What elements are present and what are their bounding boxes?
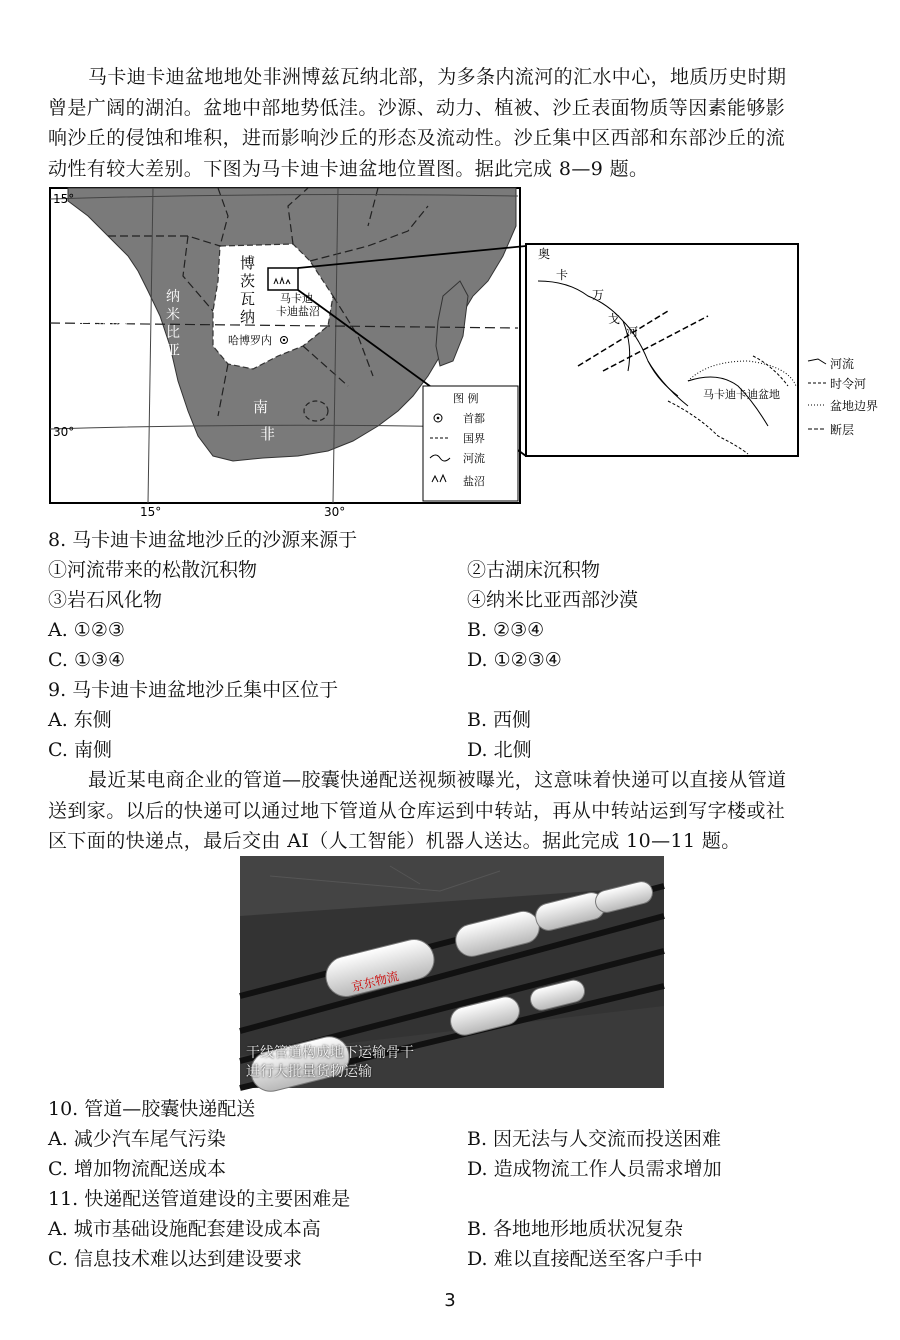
q11-option-b: B. 各地地形地质状况复杂: [467, 1218, 684, 1240]
q8-item: ②古湖床沉积物: [467, 559, 601, 581]
svg-text:卡迪盐沼: 卡迪盐沼: [276, 305, 320, 318]
photo-caption-line-2: 进行大批量货物运输: [246, 1064, 372, 1080]
q10-option-b: B. 因无法与人交流而投送困难: [467, 1128, 722, 1150]
svg-text:南: 南: [253, 398, 269, 416]
intro-paragraph-2: [48, 765, 868, 857]
photo-caption-line-1: 干线管道构成地下运输骨干: [246, 1045, 414, 1061]
svg-text:断层: 断层: [830, 423, 855, 437]
svg-text:河流: 河流: [463, 452, 485, 465]
question-10-stem: 10. 管道—胶囊快递配送: [48, 1098, 256, 1120]
q9-option-b: B. 西侧: [467, 709, 532, 731]
intro2-line: 最近某电商企业的管道—胶囊快递配送视频被曝光，这意味着快递可以直接从管道: [88, 769, 787, 791]
question-11-stem: 11. 快递配送管道建设的主要困难是: [48, 1188, 351, 1210]
svg-text:亚: 亚: [166, 343, 180, 359]
svg-text:非: 非: [260, 425, 276, 443]
svg-text:戈: 戈: [608, 312, 621, 326]
botswana-label: [240, 254, 255, 326]
makgadikgadi-location-map: [48, 186, 898, 519]
lat-label: 30°: [53, 425, 75, 439]
svg-text:米: 米: [166, 307, 180, 323]
intro1-line: 动性有较大差别。下图为马卡迪卡迪盆地位置图。据此完成 8—9 题。: [48, 157, 649, 180]
svg-text:茨: 茨: [240, 272, 256, 290]
capsule-logo-text: 京东物流: [350, 968, 401, 995]
q8-item: ①河流带来的松散沉积物: [48, 559, 258, 581]
svg-text:纳: 纳: [166, 289, 180, 305]
capital-label: 哈博罗内: [228, 334, 272, 347]
svg-text:比: 比: [166, 325, 180, 341]
svg-text:首都: 首都: [463, 412, 485, 425]
q9-option-d: D. 北侧: [467, 739, 532, 761]
inset-basin-label: 马卡迪卡迪盆地: [703, 388, 780, 401]
lon-label: 15°: [140, 505, 162, 519]
q10-option-a: A. 减少汽车尾气污染: [48, 1128, 226, 1150]
svg-text:时令河: 时令河: [830, 377, 867, 391]
lon-label: 30°: [324, 505, 346, 519]
q11-option-c: C. 信息技术难以达到建设要求: [48, 1248, 302, 1270]
inset-legend: [808, 356, 878, 437]
q9-option-c: C. 南侧: [48, 739, 112, 761]
svg-text:纳: 纳: [240, 308, 256, 326]
svg-text:万: 万: [592, 288, 605, 302]
q10-option-d: D. 造成物流工作人员需求增加: [467, 1158, 722, 1180]
question-8-stem: 8. 马卡迪卡迪盆地沙丘的沙源来源于: [48, 529, 358, 551]
svg-text:国界: 国界: [463, 432, 485, 445]
q8-item: ③岩石风化物: [48, 589, 163, 611]
svg-text:盆地边界: 盆地边界: [830, 399, 879, 413]
q10-option-c: C. 增加物流配送成本: [48, 1158, 226, 1180]
lat-label: 15°: [53, 192, 75, 206]
svg-text:博: 博: [240, 254, 256, 272]
q8-option-d: D. ①②③④: [467, 649, 562, 671]
svg-text:河: 河: [626, 325, 639, 339]
q8-option-a: A. ①②③: [48, 619, 125, 641]
intro1-line: 响沙丘的侵蚀和堆积，进而影响沙丘的形态及流动性。沙丘集中区西部和东部沙丘的流: [48, 127, 786, 149]
svg-text:奥: 奥: [538, 247, 551, 261]
intro2-line: 区下面的快递点，最后交由 AI（人工智能）机器人送达。据此完成 10—11 题。: [48, 830, 741, 852]
q8-item: ④纳米比亚西部沙漠: [467, 589, 639, 611]
svg-text:马卡迪: 马卡迪: [280, 292, 313, 305]
legend-title: 图 例: [453, 392, 479, 405]
q9-option-a: A. 东侧: [48, 709, 112, 731]
intro1-line: 曾是广阔的湖泊。盆地中部地势低洼。沙源、动力、植被、沙丘表面物质等因素能够影: [48, 96, 786, 119]
intro1-line: 马卡迪卡迪盆地地处非洲博兹瓦纳北部，为多条内流河的汇水中心，地质历史时期: [88, 66, 787, 88]
intro-paragraph-1: [48, 62, 868, 184]
capsule-delivery-photo: [240, 856, 664, 1088]
q8-option-b: B. ②③④: [467, 619, 545, 641]
tropic-label: 南回归线: [76, 321, 129, 336]
svg-text:盐沼: 盐沼: [463, 475, 485, 488]
question-9-stem: 9. 马卡迪卡迪盆地沙丘集中区位于: [48, 679, 339, 701]
q11-option-d: D. 难以直接配送至客户手中: [467, 1248, 703, 1270]
page-number: 3: [444, 1290, 456, 1311]
intro2-line: 送到家。以后的快递可以通过地下管道从仓库运到中转站，再从中转站运到写字楼或社: [48, 799, 786, 822]
svg-text:河流: 河流: [830, 357, 855, 371]
svg-text:卡: 卡: [556, 268, 569, 282]
svg-text:瓦: 瓦: [240, 290, 256, 308]
q11-option-a: A. 城市基础设施配套建设成本高: [48, 1218, 321, 1240]
q8-option-c: C. ①③④: [48, 649, 126, 671]
